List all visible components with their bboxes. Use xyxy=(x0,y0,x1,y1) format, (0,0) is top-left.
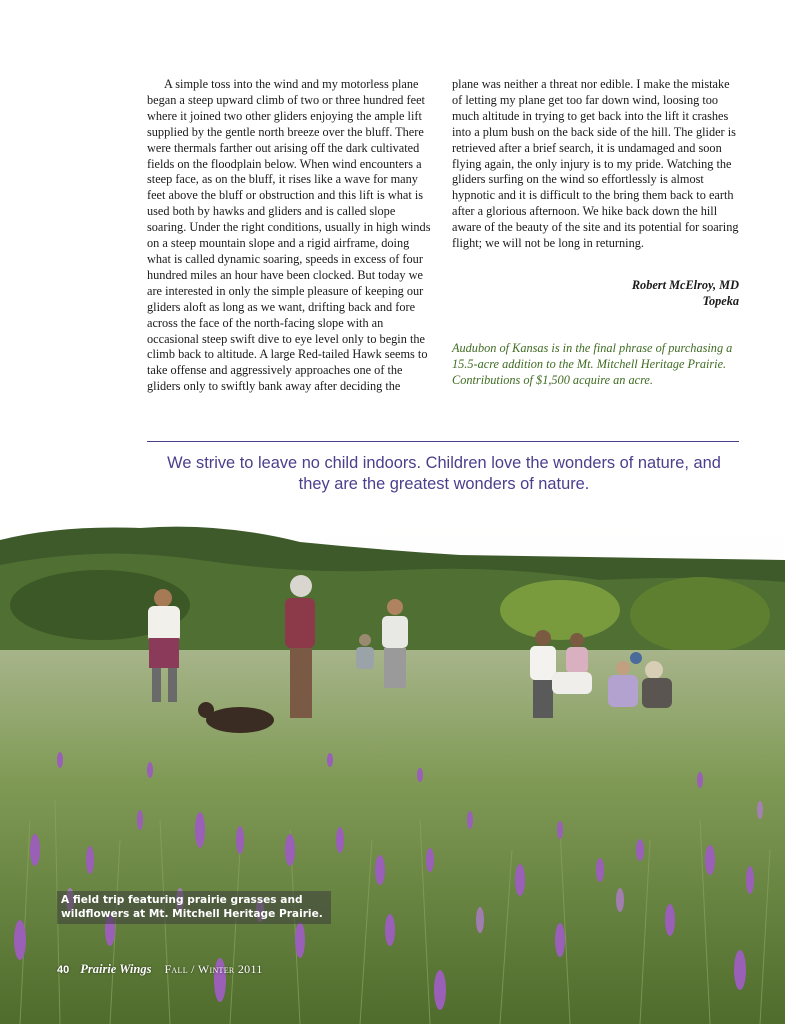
article-text-right: plane was neither a threat nor edible. I make the mistake of letting my plane get too far down wind, loosing too much altitude in trying to get back into the lift it crashes into a plum bush on the back side of the hill. The glider is retrieved after a brief search, it is undamaged and soon flying again, the only injury is to my pride. Watching the gliders surfing on the wind so effortlessly is almost hypnotic and it is difficult to the bring them back to earth after a glorious afternoon. We hike back down the hill aware of the beauty of the site and its potential for soaring flight; we will not be long in returning. xyxy=(452,77,739,251)
issue-label: Fall / Winter 2011 xyxy=(164,962,263,976)
photo-caption: A field trip featuring prairie grasses and wildflowers at Mt. Mitchell Heritage Prairie. xyxy=(57,891,331,924)
author-location: Topeka xyxy=(702,293,739,308)
article-right-column xyxy=(452,77,739,389)
magazine-title: Prairie Wings xyxy=(80,962,152,976)
section-divider xyxy=(147,441,739,442)
pull-quote: We strive to leave no child indoors. Children love the wonders of nature, and they are the greatest wonders of nature. xyxy=(167,454,721,493)
article-text-left: A simple toss into the wind and my motorless plane began a steep upward climb of two or three hundred feet where it joined two other gliders enjoying the ample lift supplied by the gentle north breeze over the bluff. There were thermals farther out arising off the dark cultivated fields on the floodplain below. When wind encounters a steep face, as on the bluff, it rises like a wave for many feet above the bluff or obstruction and this lift is what is used both by hawks and gliders and is called slope soaring. Under the right conditions, usually in high winds on a steep mountain slope and a rigid airframe, doing what is called dynamic soaring, speeds in excess of four hundred miles an hour have been clocked. But today we are interested in only the simple pleasure of keeping our gliders aloft as long as we want, drifting back and fore across the face of the north-facing slope with an occasional steep swift dive to eye level only to begin the climb back to altitude. A large Red-tailed Hawk seems to take offense and aggressively approaches one of the gliders only to swiftly bank away after deciding the xyxy=(147,77,431,394)
acquisition-note: Audubon of Kansas is in the final phrase of purchasing a 15.5-acre addition to the Mt. Mitchell Heritage Prairie. Contributions of $1,500 acquire an acre. xyxy=(452,340,733,387)
article-left-column xyxy=(147,77,433,395)
author-name: Robert McElroy, MD xyxy=(631,277,739,292)
page-footer xyxy=(57,962,263,977)
page-number: 40 xyxy=(57,964,70,976)
prairie-photo xyxy=(0,520,785,1024)
